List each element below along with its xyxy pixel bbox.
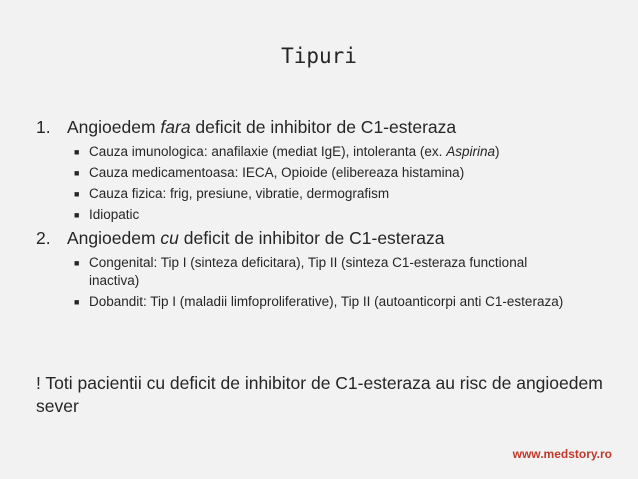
item-text-prefix: Angioedem: [67, 117, 161, 137]
sub-list-item: [74, 206, 616, 224]
sub-item-text: Idiopatic: [89, 207, 140, 222]
square-bullet-icon: ■: [74, 147, 80, 157]
item-text-emphasis: cu: [160, 228, 179, 248]
closing-note: ! Toti pacientii cu deficit de inhibitor de C1-esteraza au risc de angioedem sever: [36, 373, 603, 416]
slide-title: Tipuri: [281, 44, 357, 68]
square-bullet-icon: ■: [74, 297, 80, 307]
sub-list-1: [36, 143, 616, 224]
sub-list-2: [36, 254, 616, 311]
item-text-suffix: deficit de inhibitor de C1-esteraza: [178, 228, 445, 248]
sub-text-emphasis: Aspirina: [446, 144, 495, 159]
list-number: 1.: [36, 117, 51, 137]
sub-list-item: [74, 254, 616, 290]
slide-content: [36, 116, 616, 314]
sub-list-item: [74, 185, 616, 203]
sub-text: Cauza imunologica: anafilaxie (mediat IgE), intoleranta (ex.: [89, 144, 447, 159]
list-item-text: [67, 116, 456, 139]
sub-text-post: ): [494, 144, 500, 159]
square-bullet-icon: ■: [74, 210, 80, 220]
square-bullet-icon: ■: [74, 168, 80, 178]
item-text-prefix: Angioedem: [67, 228, 161, 248]
item-text-suffix: deficit de inhibitor de C1-esteraza: [190, 117, 457, 137]
list-item-2: [36, 227, 616, 250]
sub-item-text: Cauza medicamentoasa: IECA, Opioide (elibereaza histamina): [89, 165, 465, 180]
sub-item-text: Dobandit: Tip I (maladii limfoproliferative), Tip II (autoanticorpi anti C1-esteraza): [89, 294, 564, 309]
item-text-emphasis: fara: [160, 117, 191, 137]
square-bullet-icon: ■: [74, 189, 80, 199]
sub-list-item: [74, 164, 616, 182]
sub-item-text: Cauza fizica: frig, presiune, vibratie, dermografism: [89, 186, 390, 201]
sub-item-text: Congenital: Tip I (sinteza deficitara), Tip II (sinteza C1-esteraza functional inactiva): [89, 255, 528, 288]
watermark: www.medstory.ro: [512, 447, 612, 461]
list-item-1: [36, 116, 616, 139]
sub-list-item: [74, 293, 616, 311]
list-item-text: [67, 227, 444, 250]
sub-item-text: [89, 143, 569, 161]
square-bullet-icon: ■: [74, 258, 80, 268]
list-number: 2.: [36, 228, 51, 248]
sub-list-item: [74, 143, 616, 161]
